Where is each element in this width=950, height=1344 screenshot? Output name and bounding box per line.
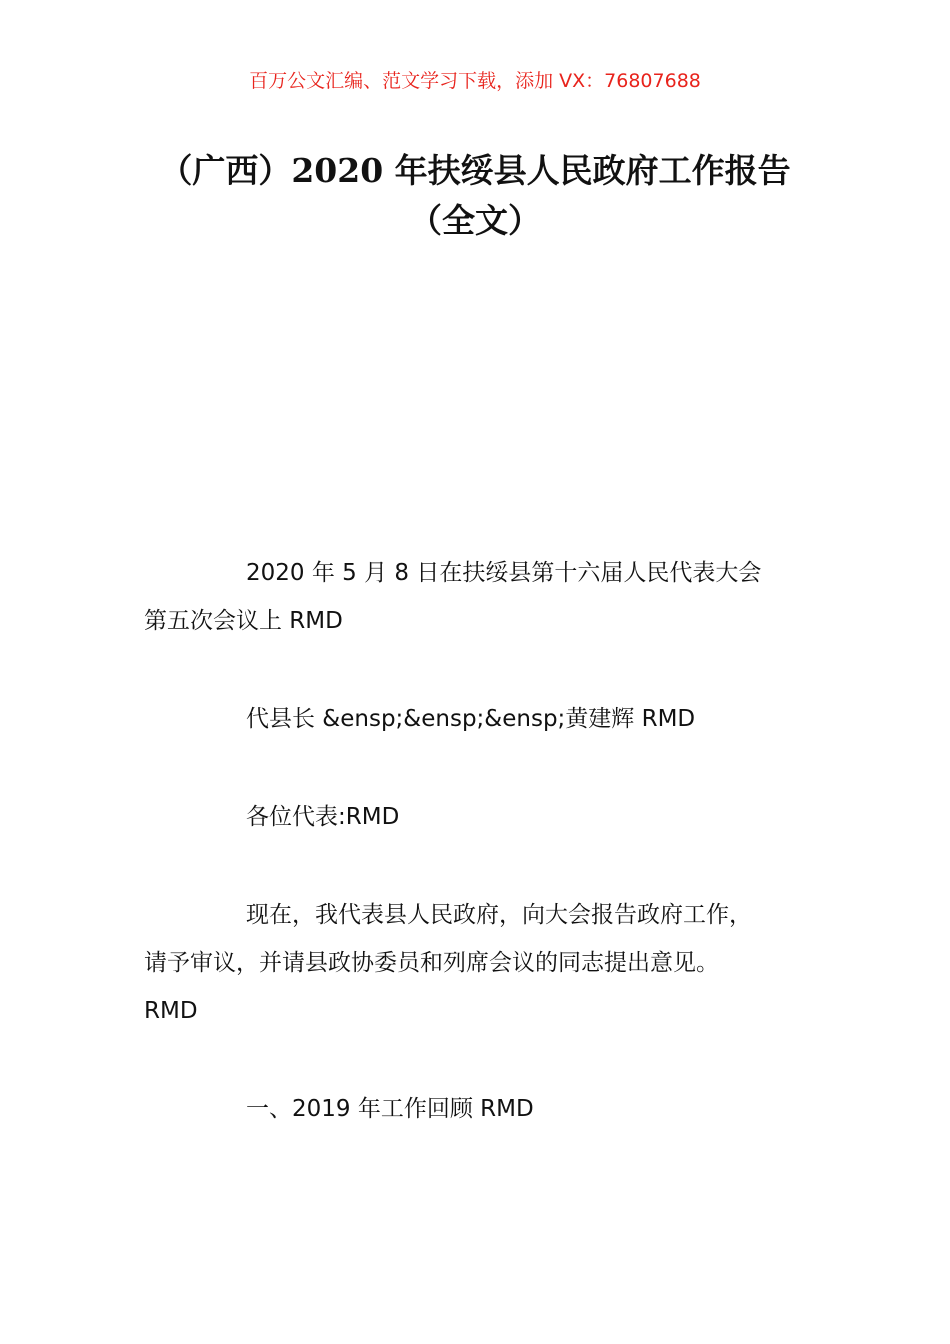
download-notice: 百万公文汇编、范文学习下载，添加 VX：76807688	[249, 70, 701, 92]
title-line-1: （广西）2020 年扶绥县人民政府工作报告	[159, 151, 791, 190]
meeting-info-line-2: 第五次会议上 RMD	[144, 608, 343, 634]
intro-paragraph	[144, 891, 834, 1035]
meeting-info-line-1: 2020 年 5 月 8 日在扶绥县第十六届人民代表大会	[246, 560, 762, 586]
meeting-info-paragraph	[144, 549, 834, 645]
section-heading: 一、2019 年工作回顾 RMD	[246, 1096, 534, 1122]
intro-line-1: 现在，我代表县人民政府，向大会报告政府工作，	[246, 902, 752, 928]
document-title	[120, 146, 830, 246]
intro-line-3: RMD	[144, 998, 198, 1024]
speaker-paragraph: 代县长 &ensp;&ensp;&ensp;黄建辉 RMD	[246, 706, 696, 732]
document-body	[144, 549, 834, 1183]
title-line-2: （全文）	[409, 201, 541, 240]
salutation-paragraph: 各位代表:RMD	[246, 804, 400, 830]
intro-line-2: 请予审议，并请县政协委员和列席会议的同志提出意见。	[144, 950, 719, 976]
